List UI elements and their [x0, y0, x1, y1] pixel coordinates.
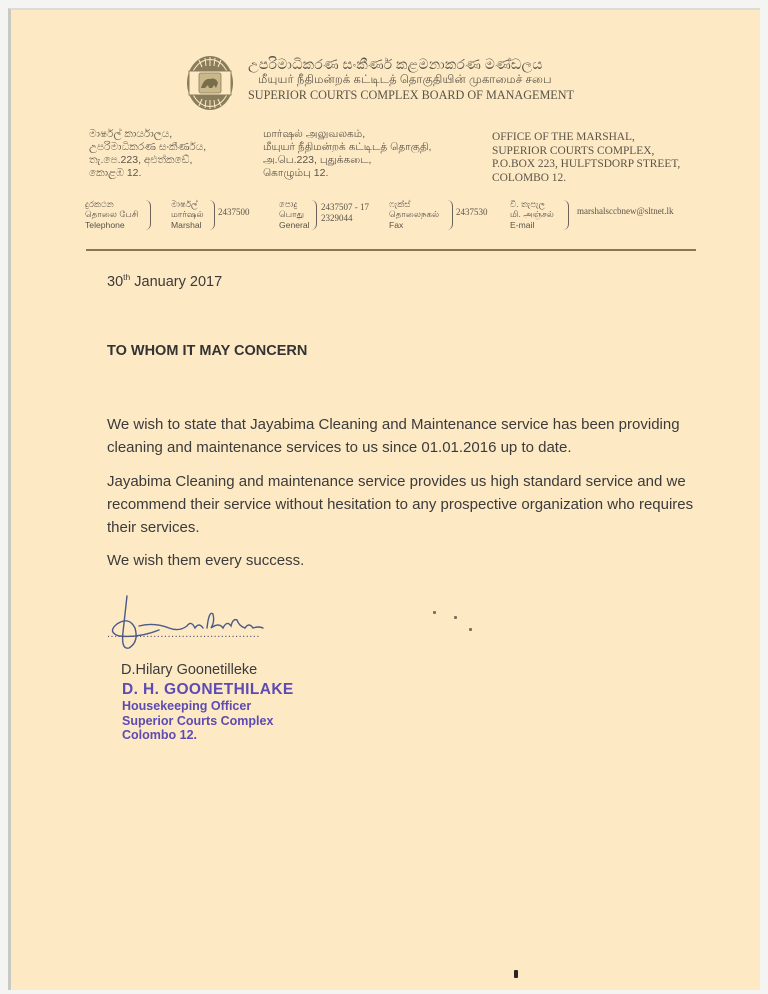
address-sinhala [89, 128, 206, 180]
general-phones [321, 202, 369, 224]
paper-speck [514, 970, 518, 978]
emblem-logo-icon [185, 54, 235, 112]
fax-number: 2437530 [456, 207, 488, 217]
general-phone: 2437507 - 17 [321, 202, 369, 212]
address-line: කොළඹ 12. [89, 167, 142, 179]
label-sinhala: වි. තැපැල [510, 199, 546, 209]
official-stamp [122, 681, 294, 743]
signature-line: ........................................... [107, 628, 260, 640]
label-english: E-mail [510, 219, 535, 230]
label-tamil: தொலை பேசி [85, 209, 139, 220]
signer-name: D.Hilary Goonetilleke [121, 662, 258, 678]
brace-divider [447, 200, 453, 230]
address-line: මාර්ෂල් කාර්යාලය, [89, 128, 173, 140]
body-paragraph: We wish them every success. [107, 552, 305, 569]
paper-speck [433, 611, 436, 614]
body-paragraph: We wish to state that Jayabima Cleaning and Maintenance service has been providing cleaning and maintenance services to us since 01.01.2016 up to date. [107, 416, 680, 456]
label-tamil: தொலைநகல் [389, 209, 440, 220]
handwritten-signature [99, 592, 299, 654]
label-english: Telephone [85, 219, 125, 230]
marshal-phone: 2437500 [218, 207, 250, 217]
stamp-title: Housekeeping Officer [122, 699, 252, 713]
label-sinhala: ෆැක්ස් [389, 199, 411, 209]
date-day: 30 [107, 274, 124, 290]
address-line: அ.பெ.223, புதுக்கடை, [263, 154, 372, 166]
stamp-city: Colombo 12. [122, 728, 198, 742]
date-month-year: January 2017 [130, 274, 223, 290]
paper-speck [454, 616, 457, 619]
address-line: COLOMBO 12. [492, 171, 567, 184]
stamp-name: D. H. GOONETHILAKE [122, 681, 294, 698]
address-line: மார்ஷல் அலுவலகம், [263, 128, 366, 140]
brace-divider [563, 200, 569, 230]
letter-subject: TO WHOM IT MAY CONCERN [107, 343, 308, 359]
label-sinhala: පොදු [279, 199, 298, 209]
address-line: கொழும்பு 12. [263, 167, 329, 179]
address-line: SUPERIOR COURTS COMPLEX, [492, 144, 655, 157]
general-labels [279, 199, 310, 230]
address-line: OFFICE OF THE MARSHAL, [492, 131, 635, 143]
brace-divider [311, 200, 317, 230]
address-line: උපරිමාධිකරණ සංකීර්ණය, [89, 141, 207, 153]
marshal-labels [171, 199, 204, 230]
letterhead-divider [86, 249, 696, 251]
letter-date [107, 272, 222, 290]
address-line: P.O.BOX 223, HULFTSDORP STREET, [492, 158, 681, 170]
fax-labels [389, 199, 439, 230]
email-address: marshalsccbnew@sltnet.lk [577, 206, 674, 216]
label-tamil: மி. அஞ்சல் [510, 209, 554, 220]
brace-divider [145, 200, 151, 230]
brace-divider [209, 200, 215, 230]
email-labels [510, 199, 554, 230]
telephone-labels [85, 199, 139, 230]
label-english: General [279, 219, 310, 230]
label-sinhala: මාර්ෂල් [171, 199, 198, 209]
letter-page [8, 8, 760, 990]
address-line: තැ.පෙ.223, අළුත්කඩේ, [89, 154, 193, 166]
address-line: மீயுயர் நீதிமன்றக் கட்டிடத் தொகுதி, [263, 141, 432, 153]
label-english: Marshal [171, 219, 202, 230]
body-paragraph: Jayabima Cleaning and maintenance service provides us high standard service and we recommend their service without hesitation to any prospective organization who requires their services. [107, 473, 694, 536]
address-tamil [263, 128, 431, 180]
label-sinhala: දුරකථන [85, 199, 114, 209]
general-phone: 2329044 [321, 213, 353, 223]
title-sinhala: උපරිමාධිකරණ සංකීර්ණ කළමනාකරණ මණ්ඩලය [248, 58, 543, 73]
stamp-organization: Superior Courts Complex [122, 713, 274, 728]
address-english [492, 131, 680, 185]
letterhead-title [248, 58, 574, 103]
title-english: SUPERIOR COURTS COMPLEX BOARD OF MANAGEMENT [248, 88, 574, 102]
label-tamil: மார்ஷல் [171, 209, 204, 220]
paper-speck [469, 628, 472, 631]
label-tamil: பொது [279, 209, 305, 220]
title-tamil: மீயுயர் நீதிமன்றக் கட்டிடத் தொகுதியின் முகாமைச் சபை [258, 74, 552, 86]
label-english: Fax [389, 219, 404, 230]
date-suffix: th [123, 272, 131, 282]
